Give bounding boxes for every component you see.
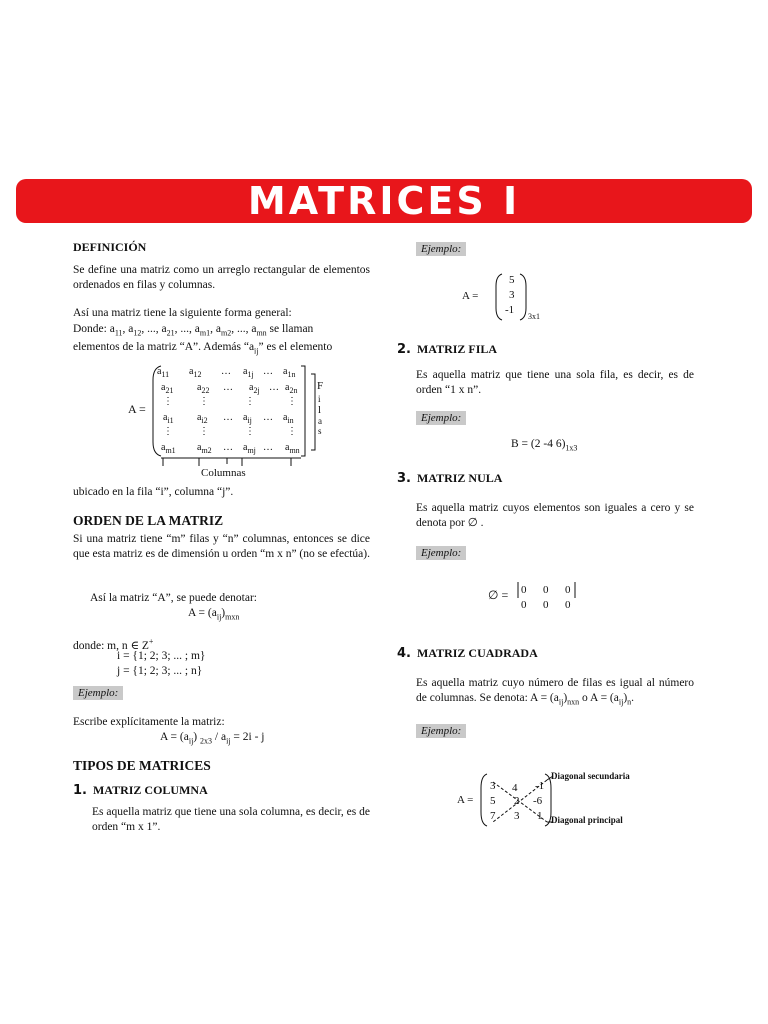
ejemplo-label-col: Ejemplo:: [416, 242, 466, 256]
t3-heading: MATRIZ NULA: [416, 471, 503, 485]
diag-principal-label: Diagonal principal: [551, 815, 623, 825]
nula-label: ∅ =: [488, 588, 509, 602]
donde-line2: elementos de la matriz “A”. Además “$a_{ij}$” es el elemento: [73, 341, 333, 356]
filas-letter-2: l: [318, 404, 322, 416]
orden-heading: ORDEN DE LA MATRIZ: [73, 513, 224, 528]
orden-text: Si una matriz tiene “m” filas y “n” columnas, entonces se dice que esta matriz es de dimensión u orden “m x n” (no se efectúa).: [73, 533, 370, 560]
general-matrix-diagram: A = $a_{11}$ $a_{12}$ … $a_{1j}$ … $a_{1n}$ $a_{21}$ $a_{22}$ … $a_{2j}$ … $a_{2n}$ ⋮ ⋮ ⋮ ⋮ $a_{i1}$ $a_{i2}$ … $a_{ij}$ … $a_{in}$ ⋮ ⋮ ⋮ ⋮ $a_{m1}$ $a_{m2}$ … $a_{mj}$ … $a_{mn}$ F i l a s Columnas: [73, 360, 373, 485]
cuad-cell-1-0: 5: [490, 795, 496, 807]
nula-cell-0-2: 0: [565, 584, 571, 596]
square-matrix-example: [457, 770, 657, 830]
donde-line1: Donde: $a_{11}$, $a_{12}$, ..., $a_{21}$, ..., $a_{m1}$, $a_{m2}$, ..., $a_{mn}$ se llaman: [73, 323, 314, 338]
t1-heading: MATRIZ COLUMNA: [92, 783, 208, 797]
denotar-text: Así la matriz “A”, se puede denotar:: [90, 592, 258, 604]
cuad-cell-2-2: 1: [537, 810, 543, 822]
set-i: i = {1; 2; 3; ... ; m}: [117, 650, 206, 662]
t4-heading-row: [397, 646, 538, 661]
fila-example-text: B = (2 -4 6): [511, 438, 566, 450]
cuad-cell-0-0: 3: [490, 780, 496, 792]
nula-cell-1-1: 0: [543, 599, 549, 611]
columnas-label: Columnas: [201, 467, 246, 479]
ejemplo-label-nula: Ejemplo:: [416, 546, 466, 560]
page-title: MATRICES I: [247, 179, 521, 223]
filas-letter-1: i: [318, 394, 321, 404]
t2-heading-row: [397, 342, 497, 357]
col-order: 3x1: [528, 312, 540, 321]
cuad-cell-1-1: 2: [514, 795, 520, 807]
escribe-formula: $A = (a_{ij})$ $_{2x3} / a_{ij} = 2i - j$: [160, 731, 265, 746]
cuad-cell-0-1: 4: [512, 782, 518, 794]
t4-heading: MATRIZ CUADRADA: [416, 646, 538, 660]
denotar-formula: $A = (a_{ij})_{mxn}$: [188, 607, 240, 622]
diag-secundaria-label: Diagonal secundaria: [551, 771, 630, 781]
cuadrada-label: A =: [457, 794, 474, 806]
ejemplo-label-fila: Ejemplo:: [416, 411, 466, 425]
definicion-heading: DEFINICIÓN: [73, 240, 147, 254]
cuad-cell-1-2: -6: [533, 795, 543, 807]
donde-mn: donde: m, n ∈ Z+: [73, 637, 154, 652]
column-matrix-example: [462, 272, 552, 322]
t1-text: Es aquella matriz que tiene una sola columna, es decir, es de orden “m x 1”.: [92, 806, 370, 833]
cuad-cell-2-0: 7: [490, 810, 496, 822]
ejemplo-label-left: Ejemplo:: [73, 686, 123, 700]
t1-number: 1.: [73, 783, 87, 798]
ejemplo-label-cuadrada: Ejemplo:: [416, 724, 466, 738]
set-j: j = {1; 2; 3; ... ; n}: [117, 665, 203, 677]
t2-text: Es aquella matriz que tiene una sola fila, es decir, es de orden “1 x n”.: [416, 369, 694, 396]
cuad-cell-0-2: -1: [535, 780, 545, 792]
t2-number: 2.: [397, 342, 411, 357]
t3-heading-row: [397, 471, 502, 486]
title-banner: [16, 179, 752, 223]
nula-cell-0-0: 0: [521, 584, 527, 596]
fila-order: 1x3: [565, 443, 578, 453]
null-matrix-example: [488, 580, 598, 616]
ubicado-text: ubicado en la fila “i”, columna “j”.: [73, 486, 234, 498]
nula-cell-0-1: 0: [543, 584, 549, 596]
definicion-text: Se define una matriz como un arreglo rectangular de elementos ordenados en filas y columnas.: [73, 264, 370, 291]
cuad-cell-2-1: 3: [514, 810, 520, 822]
fila-example: [511, 437, 577, 455]
tipos-heading: TIPOS DE MATRICES: [73, 758, 211, 773]
escribe-text: Escribe explícitamente la matriz:: [73, 716, 225, 728]
nula-cell-1-0: 0: [521, 599, 527, 611]
t3-number: 3.: [397, 471, 411, 486]
t1-heading-row: [73, 783, 208, 798]
t4-number: 4.: [397, 646, 411, 661]
col-value-1: 3: [509, 289, 515, 301]
filas-letter-4: s: [318, 426, 322, 436]
col-matrix-label: A =: [462, 290, 479, 302]
t3-text: Es aquella matriz cuyos elementos son iguales a cero y se denota por ∅ .: [416, 502, 694, 529]
filas-letter-3: a: [318, 416, 322, 426]
col-value-0: 5: [509, 274, 515, 286]
filas-letter-0: F: [317, 380, 324, 392]
t4-text: Es aquella matriz cuyo número de filas es igual al número de columnas. Se denota: $A = (a_{ij})_{nxn}$ o $A = (a_{ij})_n$.: [416, 677, 694, 707]
t2-heading: MATRIZ FILA: [416, 342, 498, 356]
forma-general-text: Así una matriz tiene la siguiente forma general:: [73, 307, 292, 319]
col-value-2: -1: [505, 304, 515, 316]
matrix-label: A =: [128, 402, 146, 416]
nula-cell-1-2: 0: [565, 599, 571, 611]
